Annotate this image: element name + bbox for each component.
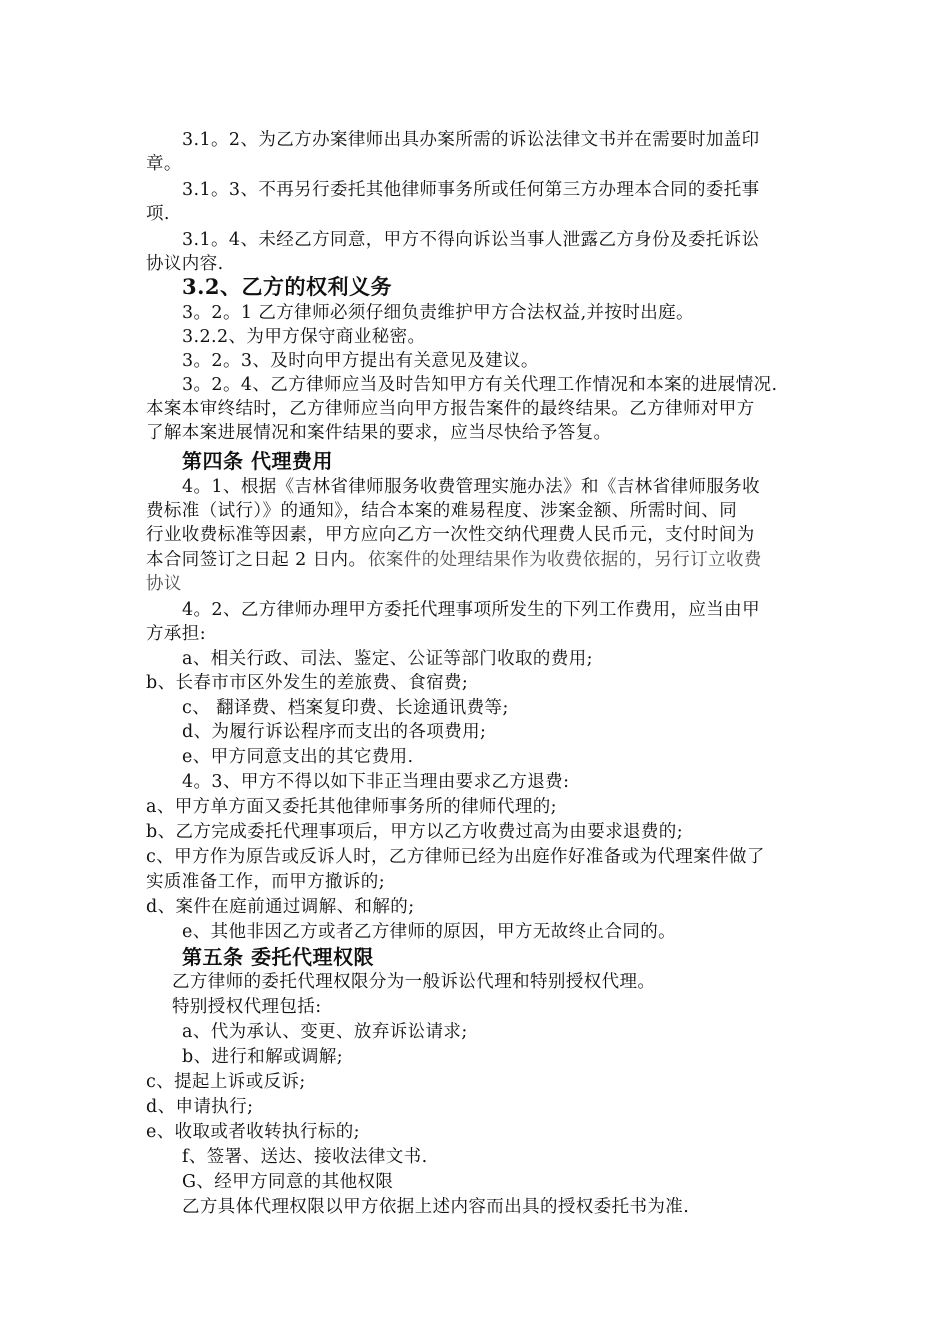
list-item: c、 翻译费、档案复印费、长途通讯费等; — [182, 698, 509, 718]
text-line: 3。2。3、及时向甲方提出有关意见及建议。 — [182, 351, 539, 371]
text-line: 3.2.2、为甲方保守商业秘密。 — [182, 327, 426, 347]
article-heading: 第五条 委托代理权限 — [182, 945, 374, 969]
list-item: c、甲方作为原告或反诉人时，乙方律师已经为出庭作好准备或为代理案件做了 — [146, 847, 765, 867]
list-item: b、长春市市区外发生的差旅费、食宿费; — [146, 673, 469, 693]
article-heading: 第四条 代理费用 — [182, 449, 333, 473]
text-line: 4。3、甲方不得以如下非正当理由要求乙方退费: — [182, 772, 570, 792]
list-item: c、提起上诉或反诉; — [146, 1072, 306, 1092]
text-line: 3。2。1 乙方律师必须仔细负责维护甲方合法权益,并按时出庭。 — [182, 303, 694, 323]
text-line: 协议 — [146, 574, 182, 594]
text-line: 3.1。2、为乙方办案律师出具办案所需的诉讼法律文书并在需要时加盖印 — [182, 130, 760, 150]
text-line: 行业收费标准等因素，甲方应向乙方一次性交纳代理费人民币元，支付时间为 — [146, 525, 755, 545]
list-item: e、甲方同意支出的其它费用. — [182, 747, 414, 767]
text-line: 4。2、乙方律师办理甲方委托代理事项所发生的下列工作费用，应当由甲 — [182, 600, 760, 620]
list-item: d、申请执行; — [146, 1097, 254, 1117]
text-line: 依案件的处理结果作为收费依据的，另行订立收费 — [368, 550, 762, 570]
list-item: b、乙方完成委托代理事项后，甲方以乙方收费过高为由要求退费的; — [146, 822, 683, 842]
text-line: 了解本案进展情况和案件结果的要求，应当尽快给予答复。 — [146, 423, 612, 443]
list-item: e、收取或者收转执行标的; — [146, 1122, 360, 1142]
text-line: 特别授权代理包括: — [172, 997, 322, 1017]
list-item: f、签署、送达、接收法律文书. — [182, 1147, 428, 1167]
list-item: b、进行和解或调解; — [182, 1047, 344, 1067]
text-line: 费标准（试行）》的通知》，结合本案的难易程度、涉案金额、所需时间、同 — [146, 501, 738, 521]
list-item: a、代为承认、变更、放弃诉讼请求; — [182, 1022, 468, 1042]
text-line: 本合同签订之日起 2 日内。 — [146, 550, 367, 570]
list-item: d、案件在庭前通过调解、和解的; — [146, 897, 415, 917]
text-line: 4。1、根据《吉林省律师服务收费管理实施办法》和《吉林省律师服务收 — [182, 477, 760, 497]
text-line: 项. — [146, 204, 170, 224]
text-line: 3.1。3、不再另行委托其他律师事务所或任何第三方办理本合同的委托事 — [182, 180, 760, 200]
list-item: G、经甲方同意的其他权限 — [182, 1172, 394, 1192]
text-line: 章。 — [146, 154, 182, 174]
section-heading: 3.2、乙方的权利义务 — [182, 274, 393, 299]
text-line: 本案本审终结时，乙方律师应当向甲方报告案件的最终结果。乙方律师对甲方 — [146, 399, 755, 419]
text-line: 乙方具体代理权限以甲方依据上述内容而出具的授权委托书为准. — [182, 1197, 690, 1217]
text-line: 方承担: — [146, 624, 206, 644]
text-line: 乙方律师的委托代理权限分为一般诉讼代理和特别授权代理。 — [172, 972, 656, 992]
text-line: 3。2。4、乙方律师应当及时告知甲方有关代理工作情况和本案的进展情况. — [182, 375, 778, 395]
list-item: a、甲方单方面又委托其他律师事务所的律师代理的; — [146, 797, 557, 817]
list-item: e、其他非因乙方或者乙方律师的原因，甲方无故终止合同的。 — [182, 922, 677, 942]
list-item: a、相关行政、司法、鉴定、公证等部门收取的费用; — [182, 649, 593, 669]
text-line: 3.1。4、未经乙方同意，甲方不得向诉讼当事人泄露乙方身份及委托诉讼 — [182, 230, 760, 250]
list-item: d、为履行诉讼程序而支出的各项费用; — [182, 722, 487, 742]
text-line: 协议内容. — [146, 254, 224, 274]
text-line: 实质准备工作，而甲方撤诉的; — [146, 872, 385, 892]
